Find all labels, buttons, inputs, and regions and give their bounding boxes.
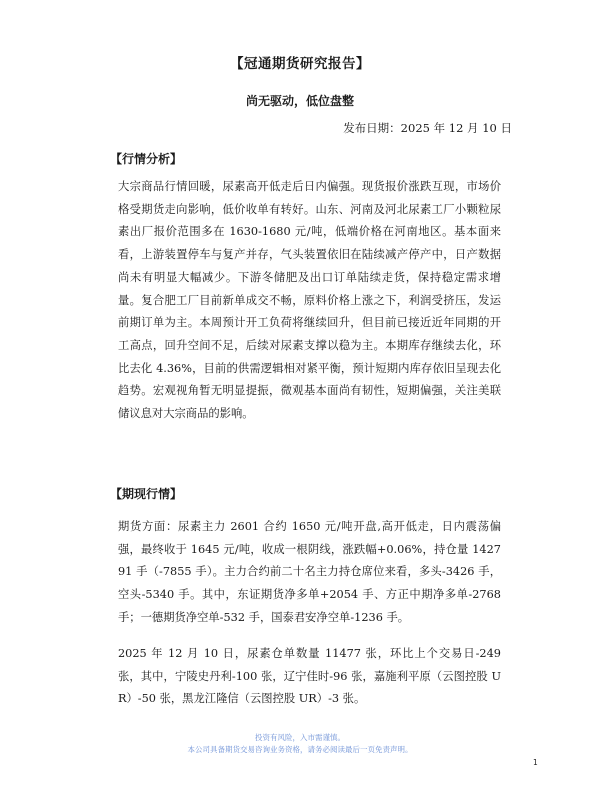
page-number: 1 [533,758,538,767]
market-analysis-paragraph: 大宗商品行情回暖，尿素高开低走后日内偏强。现货报价涨跌互现，市场价格受期货走向影响，低价收单有转好。山东、河南及河北尿素工厂小颗粒尿素出厂报价范围多在 1630-1680 元/吨，低端价格在河南地区。基本面来看，上游装置停车与复产并存，气头装置依旧在陆续减产停产中，日产数据尚未有明显大幅减少。下游冬储肥及出口订单陆续走货，保持稳定需求增量。复合肥工厂目前新单成交不畅，原料价格上涨之下，利润受挤压，发运前期订单为主。本周预计开工负荷将继续回升，但目前已接近近年同期的开工高点，回升空间不足，后续对尿素支撑以稳为主。本期库存继续去化，环比去化 4.36%，目前的供需逻辑相对紧平衡，预计短期内库存依旧呈现去化趋势。宏观视角暂无明显提振，微观基本面尚有韧性，短期偏强，关注美联储议息对大宗商品的影响。 [118,180,501,421]
report-title: 【冠通期货研究报告】 [230,56,370,72]
section-heading-futures-spot: 【期现行情】 [110,487,183,501]
risk-disclaimer [0,732,600,756]
warehouse-receipt-paragraph: 2025 年 12 月 10 日，尿素仓单数量 11477 张，环比上个交易日-249 张，其中，宁陵史丹利-100 张，辽宁佳时-96 张，嘉施利平原（云图控股 UR）-50 张，黑龙江隆信（云图控股 UR）-3 张。 [118,647,501,706]
disclaimer-line-1: 投资有风险，入市需谨慎。 [255,733,345,742]
report-subtitle: 尚无驱动，低位盘整 [245,94,354,108]
publish-date: 发布日期：2025 年 12 月 10 日 [343,121,512,135]
section-heading-market-analysis: 【行情分析】 [110,152,183,166]
futures-paragraph: 期货方面：尿素主力 2601 合约 1650 元/吨开盘,高开低走，日内震荡偏强，最终收于 1645 元/吨，收成一根阴线，涨跌幅+0.06%，持仓量 142791 手（-7855 手）。主力合约前二十名主力持仓席位来看，多头-3426 手，空头-5340 手。其中，东证期货净多单+2054 手、方正中期净多单-2768 手；一德期货净空单-532 手，国泰君安净空单-1236 手。 [118,520,501,624]
disclaimer-line-2: 本公司具备期货交易咨询业务资格，请务必阅读最后一页免责声明。 [187,745,413,754]
